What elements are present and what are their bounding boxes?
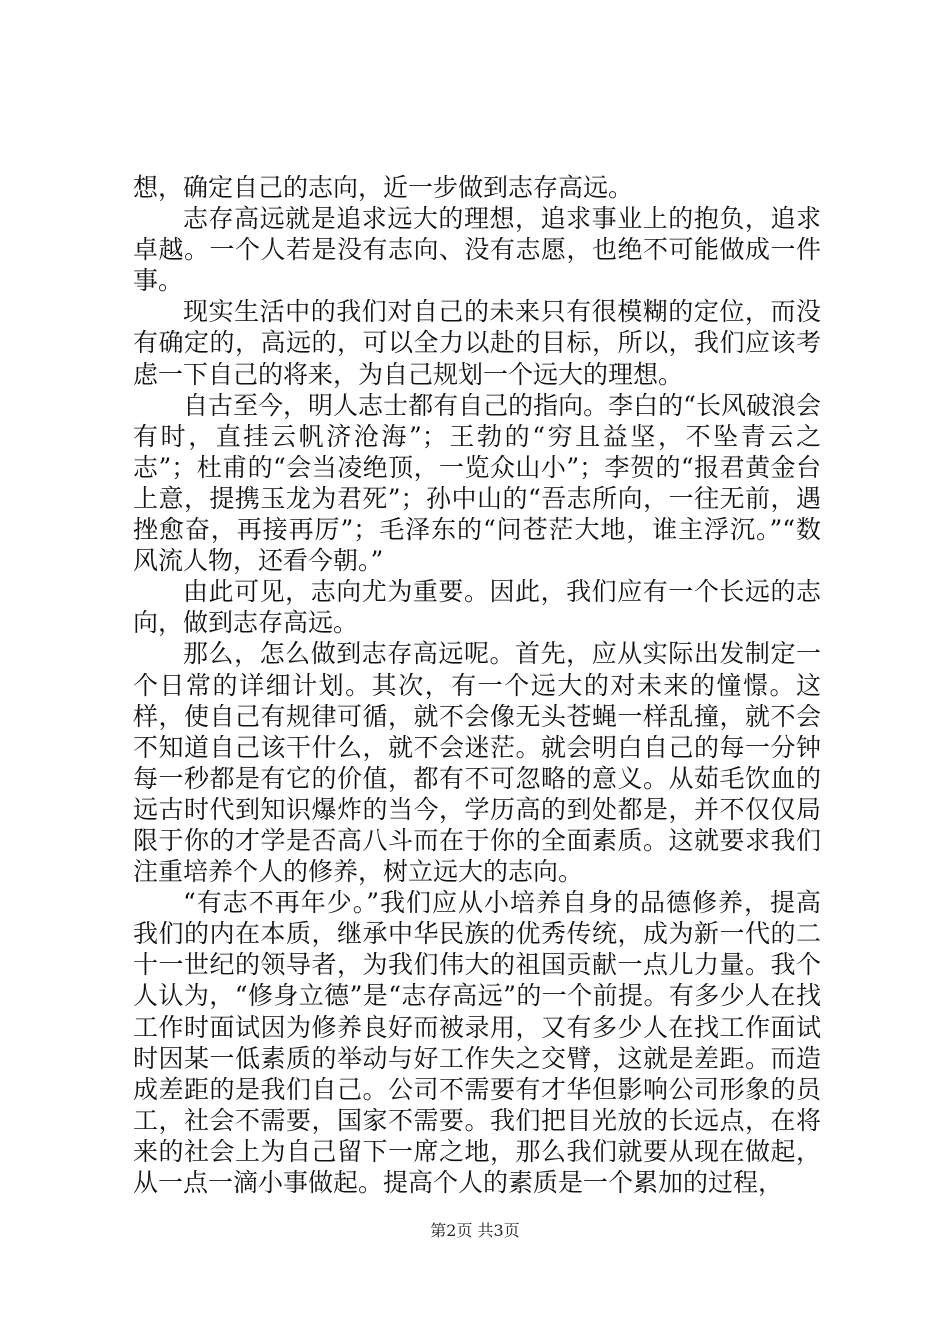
paragraph: 现实生活中的我们对自己的未来只有很模糊的定位，而没有确定的，高远的，可以全力以赴的目标，所以，我们应该考虑一下自己的将来，为自己规划一个远大的理想。 [133,297,821,389]
page-number-footer: 第2页 共3页 [430,1221,520,1240]
paragraph: 志存高远就是追求远大的理想，追求事业上的抱负，追求卓越。一个人若是没有志向、没有志愿，也绝不可能做成一件事。 [133,204,821,296]
paragraph: 自古至今，明人志士都有自己的指向。李白的“长风破浪会有时，直挂云帆济沧海”；王勃的“穷且益坚，不坠青云之志”；杜甫的“会当凌绝顶，一览众山小”；李贺的“报君黄金台上意，提携玉龙为君死”；孙中山的“吾志所向，一往无前，遇挫愈奋，再接再厉”；毛泽东的“问苍茫大地，谁主浮沉。”“数风流人物，还看今朝。” [133,390,821,576]
document-body [133,172,821,1198]
paragraph-continuation: 想，确定自己的志向，近一步做到志存高远。 [133,173,634,202]
paragraph: “有志不再年少。”我们应从小培养自身的品德修养，提高我们的内在本质，继承中华民族的优秀传统，成为新一代的二十一世纪的领导者，为我们伟大的祖国贡献一点儿力量。我个人认为，“修身立德”是“志存高远”的一个前提。有多少人在找工作时面试因为修养良好而被录用，又有多少人在找工作面试时因某一低素质的举动与好工作失之交臂，这就是差距。而造成差距的是我们自己。公司不需要有才华但影响公司形象的员工，社会不需要，国家不需要。我们把目光放的长远点，在将来的社会上为自己留下一席之地，那么我们就要从现在做起，从一点一滴小事做起。提高个人的素质是一个累加的过程， [133,888,821,1197]
paragraph: 由此可见，志向尤为重要。因此，我们应有一个长远的志向，做到志存高远。 [133,577,821,638]
paragraph: 那么，怎么做到志存高远呢。首先，应从实际出发制定一个日常的详细计划。其次，有一个远大的对未来的憧憬。这样，使自己有规律可循，就不会像无头苍蝇一样乱撞，就不会不知道自己该干什么，就不会迷茫。就会明白自己的每一分钟每一秒都是有它的价值，都有不可忽略的意义。从茹毛饮血的远古时代到知识爆炸的当今，学历高的到处都是，并不仅仅局限于你的才学是否高八斗而在于你的全面素质。这就要求我们注重培养个人的修养，树立远大的志向。 [133,639,821,887]
